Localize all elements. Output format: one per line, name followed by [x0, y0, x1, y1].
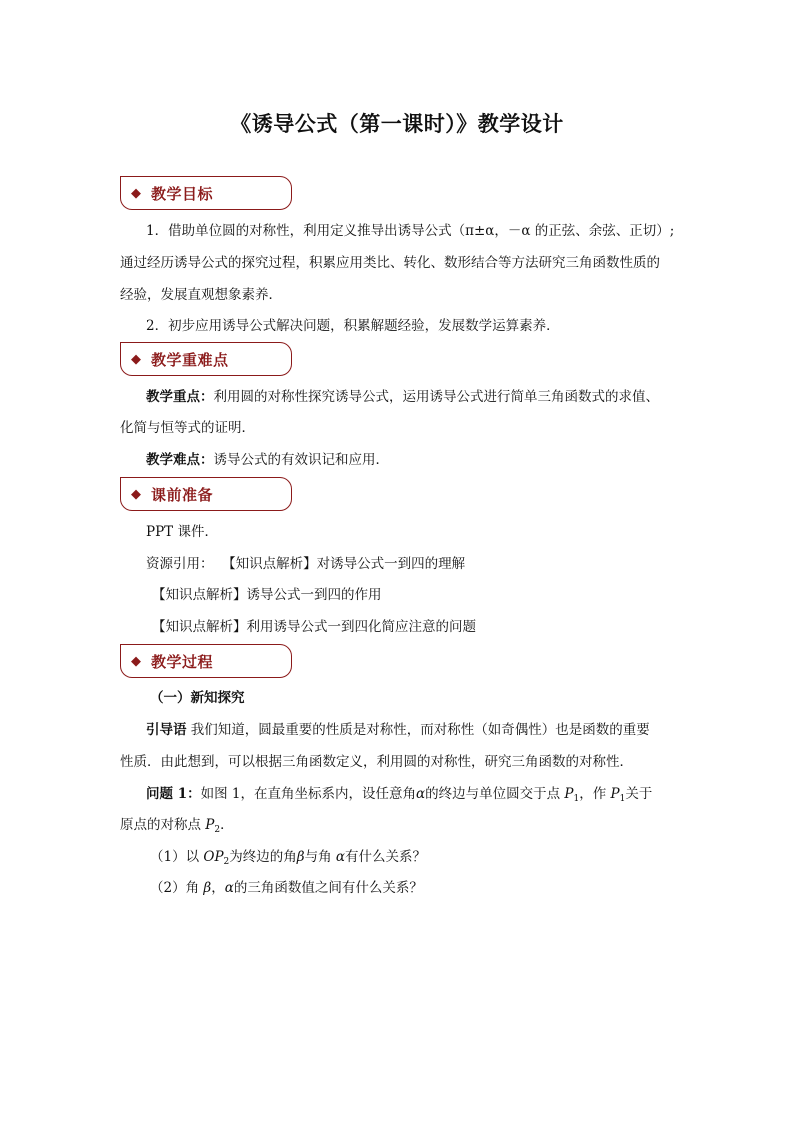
question-text: （2）角	[150, 880, 200, 896]
question-text: 为终边的角	[229, 849, 297, 865]
point-symbol: P	[205, 817, 215, 833]
section-header-goals	[120, 176, 292, 210]
resource-label: 资源引用：	[146, 556, 214, 572]
alpha-symbol: α	[335, 849, 346, 865]
question-text: 如图 1，在直角坐标系内，设任意角	[200, 786, 416, 802]
question-1-line-1	[146, 785, 652, 808]
alpha-symbol: α	[415, 786, 426, 802]
diamond-icon: ◆	[131, 351, 141, 367]
alpha-symbol: α	[224, 880, 234, 896]
goal-1-line-2: 通过经历诱导公式的探究过程，积累应用类比、转化、数形结合等方法研究三角函数性质的	[120, 255, 660, 271]
question-text: 的终边与单位圆交于点	[425, 786, 561, 802]
goal-2: 2．初步应用诱导公式解决问题，积累解题经验，发展数学运算素养．	[146, 318, 560, 334]
key-point-line-1	[146, 388, 659, 406]
intro-line-2: 性质．由此想到，可以根据三角函数定义，利用圆的对称性，研究三角函数的对称性．	[120, 754, 633, 770]
resource-line-1	[146, 555, 465, 573]
intro-line-1	[146, 721, 650, 739]
question-text: ，	[211, 880, 225, 896]
difficulty-label: 教学难点：	[146, 452, 214, 468]
segment-symbol: OP	[203, 849, 224, 865]
point-symbol: P	[610, 786, 620, 802]
subscript: 1	[573, 794, 580, 804]
question-label: 问题 1：	[146, 786, 201, 802]
prep-ppt: PPT 课件．	[146, 524, 218, 540]
question-text: 原点的对称点	[120, 817, 201, 833]
resource-link-2[interactable]: 【知识点解析】诱导公式一到四的作用	[152, 587, 382, 603]
question-text: （1）以	[150, 849, 200, 865]
diamond-icon: ◆	[131, 653, 141, 669]
goal-1-line-3: 经验，发展直观想象素养．	[120, 287, 282, 303]
goal-1-line-1: 1．借助单位圆的对称性，利用定义推导出诱导公式（π±α，－α 的正弦、余弦、正切）;	[146, 223, 675, 239]
question-1-line-2	[120, 816, 234, 839]
section-label: 教学目标	[151, 184, 214, 203]
sub-question-1	[150, 848, 426, 871]
question-text: ．	[220, 817, 234, 833]
question-text: 的三角函数值之间有什么关系？	[233, 880, 423, 896]
subscript: 2	[223, 857, 230, 867]
point-symbol: P	[564, 786, 574, 802]
intro-label: 引导语	[146, 722, 187, 738]
key-point-line-2: 化简与恒等式的证明．	[120, 420, 255, 436]
page-title: 《诱导公式（第一课时）》教学设计	[230, 111, 564, 136]
section-header-keypoints	[120, 342, 292, 376]
difficulty-text: 诱导公式的有效识记和应用．	[213, 452, 389, 468]
subscript: 2	[214, 825, 221, 835]
question-text: 与角	[304, 849, 332, 865]
intro-text: 我们知道，圆最重要的性质是对称性，而对称性（如奇偶性）也是函数的重要	[190, 722, 650, 738]
section-label: 教学过程	[151, 652, 214, 671]
beta-symbol: β	[296, 849, 305, 865]
section-label: 教学重难点	[151, 350, 229, 369]
section-header-process	[120, 644, 292, 678]
subheading-new-knowledge: （一）新知探究	[150, 690, 245, 706]
beta-symbol: β	[203, 880, 212, 896]
section-label: 课前准备	[151, 485, 214, 504]
resource-link-1[interactable]: 【知识点解析】对诱导公式一到四的理解	[222, 556, 466, 572]
key-point-text: 利用圆的对称性探究诱导公式，运用诱导公式进行简单三角函数式的求值、	[213, 389, 659, 405]
question-text: 关于	[625, 786, 653, 802]
question-text: 有什么关系？	[345, 849, 427, 865]
difficulty-line	[146, 451, 389, 469]
diamond-icon: ◆	[131, 486, 141, 502]
sub-question-2	[150, 879, 423, 897]
question-text: ，作	[579, 786, 607, 802]
section-header-prep	[120, 477, 292, 511]
subscript: 1	[619, 794, 626, 804]
key-point-label: 教学重点：	[146, 389, 214, 405]
resource-link-3[interactable]: 【知识点解析】利用诱导公式一到四化简应注意的问题	[152, 619, 476, 635]
diamond-icon: ◆	[131, 185, 141, 201]
